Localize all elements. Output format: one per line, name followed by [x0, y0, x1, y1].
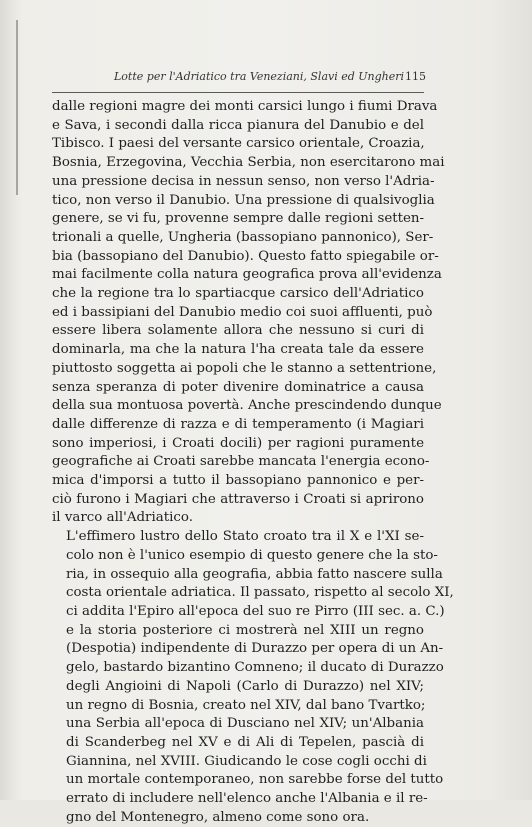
running-header	[52, 70, 426, 88]
running-title: Lotte per l'Adriatico tra Veneziani, Slavi ed Ungheri	[114, 70, 405, 83]
text-line: ed i bassipiani del Danubio medio coi suoi affluenti, può	[52, 304, 433, 320]
text-line: Tibisco. I paesi del versante carsico orientale, Croazia,	[52, 136, 425, 152]
text-line: costa orientale adriatica. Il passato, rispetto al secolo XI,	[66, 585, 454, 601]
text-line: gelo, bastardo bizantino Comneno; il ducato di Durazzo	[66, 660, 444, 676]
text-line: una Serbia all'epoca di Dusciano nel XIV; un'Albania	[66, 716, 424, 732]
text-line: che la regione tra lo spartiacque carsico dell'Adriatico	[52, 286, 424, 302]
text-line: errato di includere nell'elenco anche l'Albania e il re-	[66, 791, 428, 807]
text-line: genere, se vi fu, provenne sempre dalle regioni setten-	[52, 211, 425, 227]
text-line: essere libera solamente allora che nessuno si curi di	[52, 323, 424, 339]
text-line: un mortale contemporaneo, non sarebbe forse del tutto	[66, 772, 444, 788]
text-line: gno del Montenegro, almeno come sono ora.	[66, 809, 370, 825]
paragraph-2	[52, 528, 454, 827]
text-line: colo non è l'unico esempio di questo genere che la sto-	[66, 547, 438, 563]
text-line: un regno di Bosnia, creato nel XIV, dal bano Tvartko;	[66, 697, 426, 713]
text-line: ci addita l'Epiro all'epoca del suo re Pirro (III sec. a. C.)	[66, 603, 445, 619]
text-line: una pressione decisa in nessun senso, non verso l'Adria-	[52, 173, 435, 189]
text-line: tico, non verso il Danubio. Una pressione di qualsivoglia	[52, 192, 435, 208]
paragraph-1	[52, 98, 445, 528]
text-line: trionali a quelle, Ungheria (bassopiano pannonico), Ser-	[52, 229, 434, 245]
text-line: sono imperiosi, i Croati docili) per ragioni puramente	[52, 435, 424, 451]
text-line: geografiche ai Croati sarebbe mancata l'energia econo-	[52, 454, 430, 470]
text-line: ria, in ossequio alla geografia, abbia fatto nascere sulla	[66, 566, 443, 582]
text-line: mica d'imporsi a tutto il bassopiano pannonico e per-	[52, 473, 424, 489]
text-line: Bosnia, Erzegovina, Vecchia Serbia, non esercitarono mai	[52, 155, 445, 171]
text-line: della sua montuosa povertà. Anche prescindendo dunque	[52, 398, 442, 414]
text-line: dominarla, ma che la natura l'ha creata tale da essere	[52, 342, 424, 358]
text-line: Giannina, nel XVIII. Giudicando le cose cogli occhi di	[66, 753, 427, 769]
text-line: di Scanderbeg nel XV e di Ali di Tepelen, pascià di	[66, 734, 424, 750]
text-line: dalle differenze di razza e di temperamento (i Magiari	[52, 416, 424, 432]
page-number: 115	[405, 70, 426, 83]
text-line: senza speranza di poter divenire dominatrice a causa	[52, 379, 424, 395]
text-line: degli Angioini di Napoli (Carlo di Durazzo) nel XIV;	[66, 678, 424, 694]
text-line: piuttosto soggetta ai popoli che le stanno a settentrione,	[52, 360, 437, 376]
header-rule	[52, 92, 424, 93]
text-line: il varco all'Adriatico.	[52, 510, 193, 526]
text-line: mai facilmente colla natura geografica prova all'evidenza	[52, 267, 442, 283]
text-line: L'effimero lustro dello Stato croato tra il X e l'XI se-	[66, 529, 424, 545]
text-line: e la storia posteriore ci mostrerà nel XIII un regno	[66, 622, 424, 638]
text-line: dalle regioni magre dei monti carsici lungo i fiumi Drava	[52, 99, 438, 114]
text-line: (Despotia) indipendente di Durazzo per opera di un An-	[66, 641, 444, 657]
text-line: bia (bassopiano del Danubio). Questo fatto spiegabile or-	[52, 248, 439, 264]
page-body	[52, 98, 454, 827]
text-line: ciò furono i Magiari che attraverso i Croati si aprirono	[52, 491, 424, 507]
text-line: e Sava, i secondi dalla ricca pianura del Danubio e del	[52, 117, 424, 133]
binding-gutter-shadow	[16, 20, 18, 195]
